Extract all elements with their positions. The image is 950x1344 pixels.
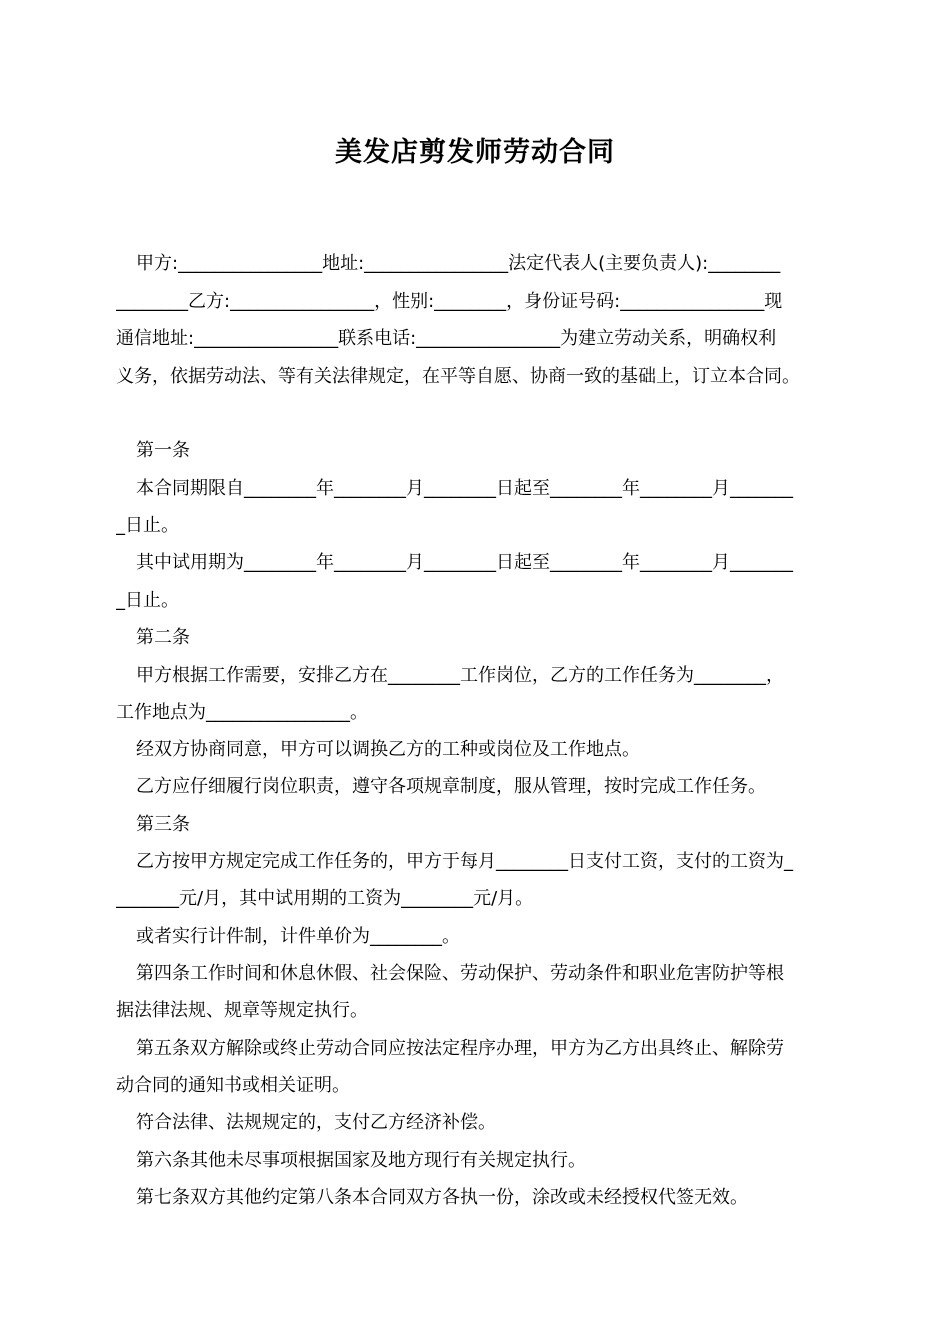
article-7-line: 第七条双方其他约定第八条本合同双方各执一份，涂改或未经授权代签无效。 [136, 1187, 748, 1208]
article-5-line: 第五条双方解除或终止劳动合同应按法定程序办理，甲方为乙方出具终止、解除劳 [136, 1038, 784, 1059]
article-4-line: 第四条工作时间和休息休假、社会保险、劳动保护、劳动条件和职业危害防护等根 [136, 963, 784, 984]
document-title: 美发店剪发师劳动合同 [335, 137, 615, 168]
party-b-line: ________乙方:________________，性别:________，身份证号码:________________现 [116, 291, 783, 312]
salary-amount-line: _______元/月，其中试用期的工资为________元/月。 [116, 888, 534, 909]
party-a-line: 甲方:________________地址:________________法定代表人(主要负责人):________ [136, 253, 781, 274]
contract-term-line: 本合同期限自________年________月________日起至________年________月_______ [136, 478, 793, 499]
contract-term-end: _日止。 [116, 515, 179, 536]
article-4-cont: 据法律法规、规章等规定执行。 [116, 1000, 368, 1021]
address-line: 通信地址:________________联系电话:________________为建立劳动关系，明确权利 [116, 328, 777, 349]
article-1-heading: 第一条 [136, 440, 190, 461]
compensation-line: 符合法律、法规规定的，支付乙方经济补偿。 [136, 1112, 496, 1133]
probation-end: _日止。 [116, 590, 179, 611]
article-5-cont: 动合同的通知书或相关证明。 [116, 1075, 350, 1096]
article-2-heading: 第二条 [136, 627, 190, 648]
job-line: 甲方根据工作需要，安排乙方在________工作岗位，乙方的工作任务为________， [136, 665, 784, 686]
article-6-line: 第六条其他未尽事项根据国家及地方现行有关规定执行。 [136, 1150, 586, 1171]
piece-rate-line: 或者实行计件制，计件单价为________。 [136, 926, 460, 947]
workplace-line: 工作地点为________________。 [116, 702, 368, 723]
duty-line: 乙方应仔细履行岗位职责，遵守各项规章制度，服从管理，按时完成工作任务。 [136, 776, 766, 797]
article-3-heading: 第三条 [136, 814, 190, 835]
adjust-line: 经双方协商同意，甲方可以调换乙方的工种或岗位及工作地点。 [136, 739, 640, 760]
probation-line: 其中试用期为________年________月________日起至________年________月_______ [136, 552, 793, 573]
salary-line: 乙方按甲方规定完成工作任务的，甲方于每月________日支付工资，支付的工资为_ [136, 851, 793, 872]
preamble-line: 义务，依据劳动法、等有关法律规定，在平等自愿、协商一致的基础上，订立本合同。 [116, 366, 800, 387]
